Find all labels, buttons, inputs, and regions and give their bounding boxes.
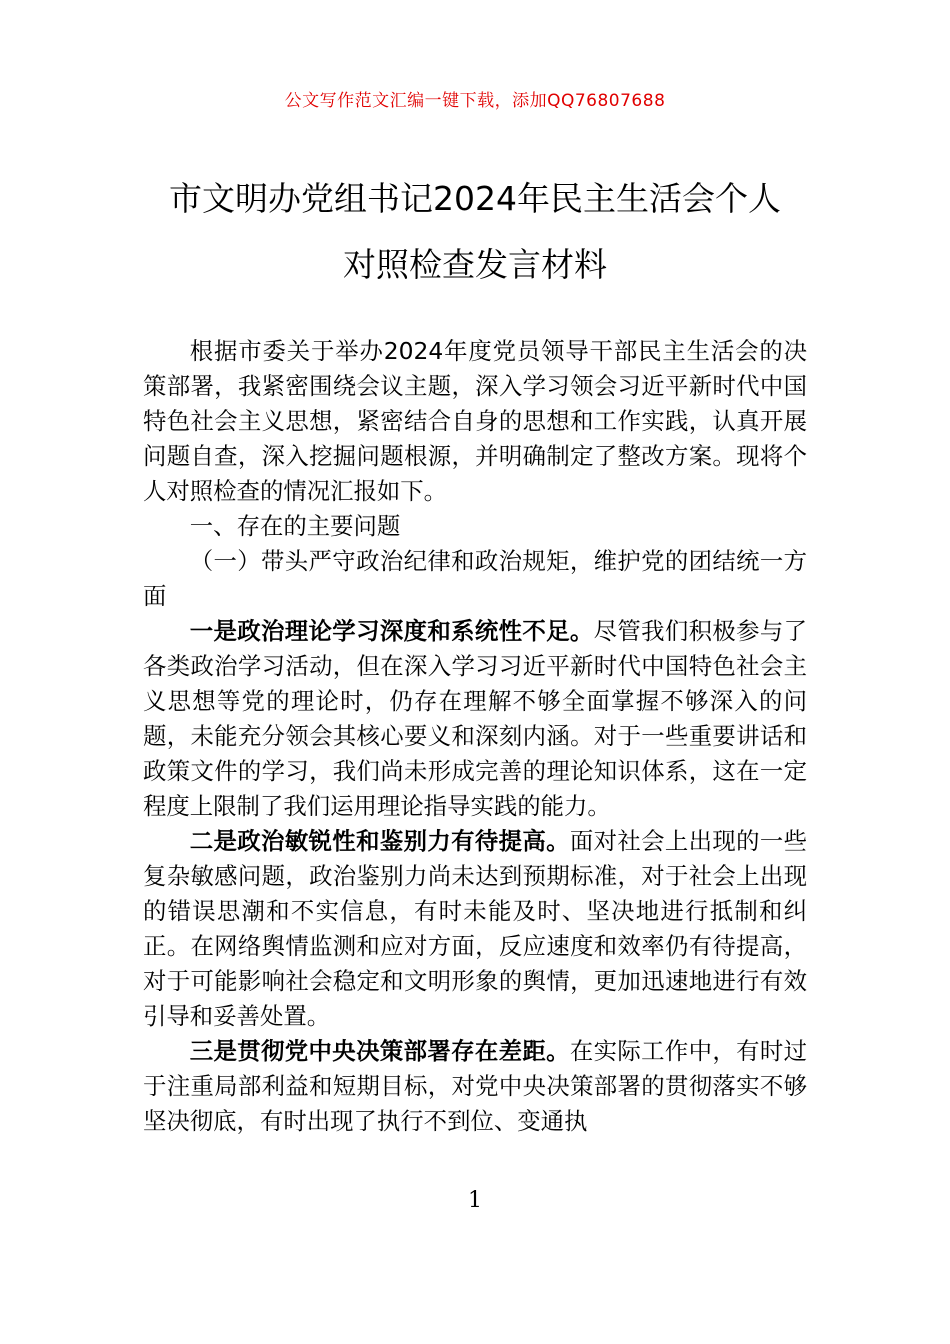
item-text: 尽管我们积极参与了各类政治学习活动，但在深入学习习近平新时代中国特色社会主义思想等党的理论时，仍存在理解不够全面掌握不够深入的问题，未能充分领会其核心要义和深刻内涵。对于一些重要讲话和政策文件的学习，我们尚未形成完善的理论知识体系，这在一定程度上限制了我们运用理论指导实践的能力。: [143, 617, 808, 820]
item-lead: 二是政治敏锐性和鉴别力有待提高。: [189, 827, 570, 855]
item-paragraph: [143, 1034, 807, 1139]
title-line-2: 对照检查发言材料: [343, 245, 607, 284]
item-lead: 一是政治理论学习深度和系统性不足。: [189, 617, 594, 645]
page-number: 1: [468, 1188, 482, 1213]
document-title: [110, 166, 840, 298]
intro-paragraph: 根据市委关于举办2024年度党员领导干部民主生活会的决策部署，我紧密围绕会议主题，深入学习领会习近平新时代中国特色社会主义思想，紧密结合自身的思想和工作实践，认真开展问题自查，深入挖掘问题根源，并明确制定了整改方案。现将个人对照检查的情况汇报如下。: [143, 337, 807, 505]
item-paragraph: [143, 614, 807, 824]
item-paragraph: [143, 824, 807, 1034]
item-text: 在实际工作中，有时过于注重局部利益和短期目标，对党中央决策部署的贯彻落实不够坚决彻底，有时出现了执行不到位、变通执: [143, 1037, 808, 1135]
document-body: [143, 334, 807, 1139]
item-text: 面对社会上出现的一些复杂敏感问题，政治鉴别力尚未达到预期标准，对于社会上出现的错误思潮和不实信息，有时未能及时、坚决地进行抵制和纠正。在网络舆情监测和应对方面，反应速度和效率仍有待提高，对于可能影响社会稳定和文明形象的舆情，更加迅速地进行有效引导和妥善处置。: [143, 827, 808, 1030]
promo-banner: 公文写作范文汇编一键下载，添加QQ76807688: [284, 91, 666, 111]
title-line-1: 市文明办党组书记2024年民主生活会个人: [169, 179, 781, 218]
subsection-heading: （一）带头严守政治纪律和政治规矩，维护党的团结统一方面: [143, 547, 807, 610]
section-heading: 一、存在的主要问题: [189, 512, 401, 540]
item-lead: 三是贯彻党中央决策部署存在差距。: [189, 1037, 570, 1065]
